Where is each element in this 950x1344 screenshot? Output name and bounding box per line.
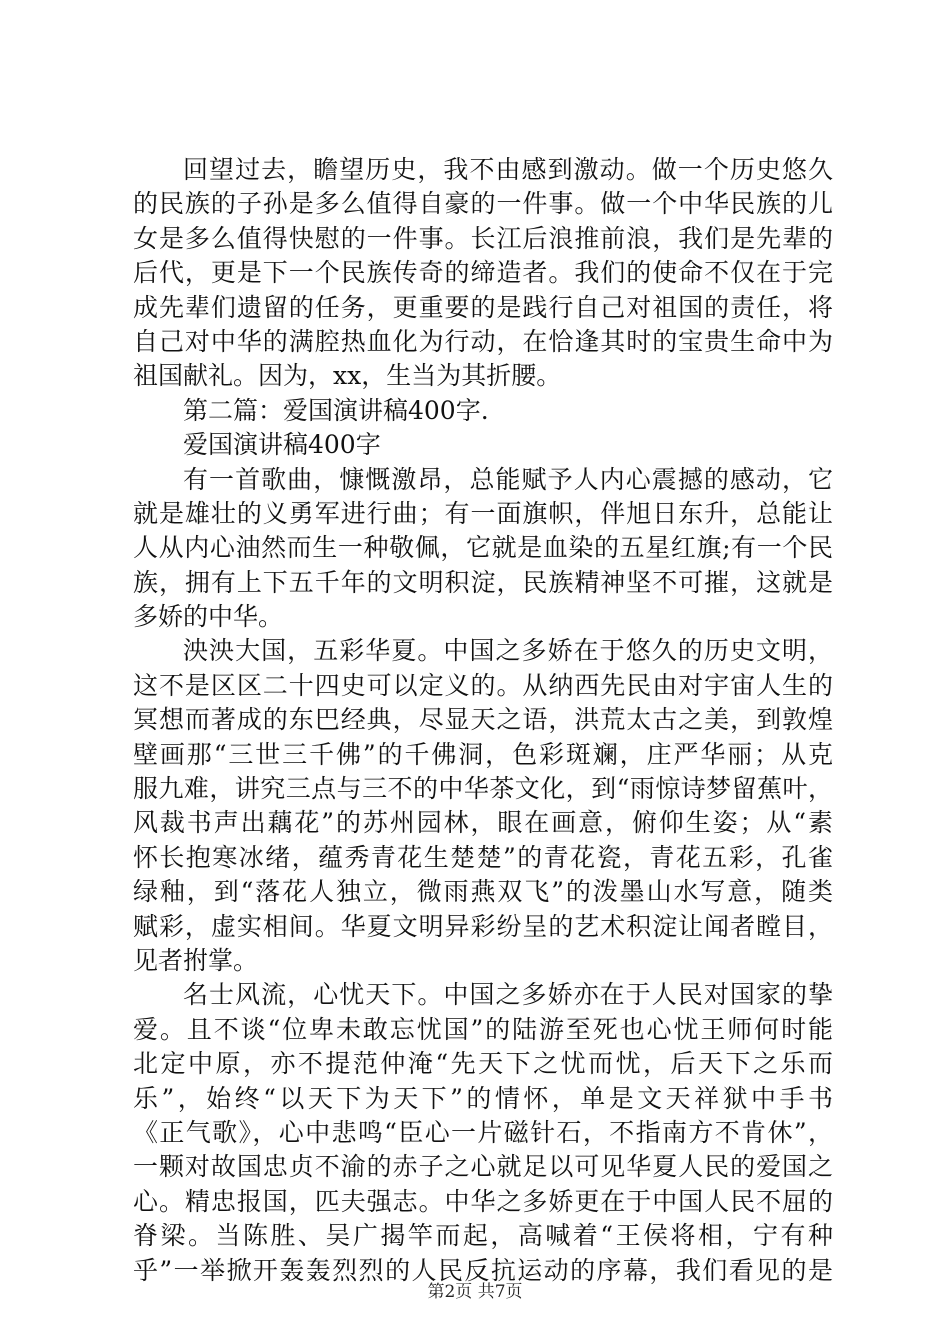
text-line: 祖国献礼。因为，xx，生当为其折腰。 <box>133 361 562 391</box>
text-line: 《正气歌》，心中悲鸣“臣心一片磁针石，不指南方不肯休”， <box>133 1117 833 1147</box>
text-line: 族，拥有上下五千年的文明积淀，民族精神坚不可摧，这就是 <box>133 567 833 597</box>
text-line: 乎”一举掀开轰轰烈烈的人民反抗运动的序幕，我们看见的是 <box>133 1255 833 1285</box>
text-line: 有一首歌曲，慷慨激昂，总能赋予人内心震撼的感动，它 <box>183 464 833 494</box>
text-line: 壁画那“三世三千佛”的千佛洞，色彩斑斓，庄严华丽；从克 <box>133 739 833 769</box>
text-line: 冥想而著成的东巴经典，尽显天之语，洪荒太古之美，到敦煌 <box>133 705 833 735</box>
text-line: 爱。且不谈“位卑未敢忘忧国”的陆游至死也心忧王师何时能 <box>133 1014 833 1044</box>
text-line: 爱国演讲稿400字 <box>183 430 381 460</box>
text-line: 绿釉，到“落花人独立，微雨燕双飞”的泼墨山水写意，随类 <box>133 877 833 907</box>
text-line: 怀长抱寒冰绪，蕴秀青花生楚楚”的青花瓷，青花五彩，孔雀 <box>133 842 833 872</box>
text-line: 心。精忠报国，匹夫强志。中华之多娇更在于中国人民不屈的 <box>133 1186 833 1216</box>
text-line: 一颗对故国忠贞不渝的赤子之心就足以可见华夏人民的爱国之 <box>133 1152 833 1182</box>
text-line: 第二篇：爱国演讲稿400字. <box>183 395 489 425</box>
text-line: 的民族的子孙是多么值得自豪的一件事。做一个中华民族的儿 <box>133 189 833 219</box>
text-line: 这不是区区二十四史可以定义的。从纳西先民由对宇宙人生的 <box>133 670 833 700</box>
page-footer: 第2页 共7页 <box>427 1282 523 1302</box>
text-line: 多娇的中华。 <box>133 602 284 632</box>
text-line: 人从内心油然而生一种敬佩，它就是血染的五星红旗;有一个民 <box>133 533 833 563</box>
text-line: 后代，更是下一个民族传奇的缔造者。我们的使命不仅在于完 <box>133 258 833 288</box>
text-line: 就是雄壮的义勇军进行曲；有一面旗帜，伴旭日东升，总能让 <box>133 498 833 528</box>
text-line: 成先辈们遗留的任务，更重要的是践行自己对祖国的责任，将 <box>133 292 833 322</box>
text-line: 赋彩，虚实相间。华夏文明异彩纷呈的艺术积淀让闻者瞠目， <box>133 911 833 941</box>
text-line: 乐”，始终“以天下为天下”的情怀，单是文天祥狱中手书 <box>133 1083 833 1113</box>
text-line: 自己对中华的满腔热血化为行动，在恰逢其时的宝贵生命中为 <box>133 326 833 356</box>
text-line: 泱泱大国，五彩华夏。中国之多娇在于悠久的历史文明， <box>183 636 833 666</box>
text-line: 见者拊掌。 <box>133 945 259 975</box>
text-line: 北定中原，亦不提范仲淹“先天下之忧而忧，后天下之乐而 <box>133 1049 833 1079</box>
document-body <box>133 153 833 1288</box>
text-line: 女是多么值得快慰的一件事。长江后浪推前浪，我们是先辈的 <box>133 223 833 253</box>
text-line: 名士风流，心忧天下。中国之多娇亦在于人民对国家的挚 <box>183 980 833 1010</box>
text-line: 回望过去，瞻望历史，我不由感到激动。做一个历史悠久 <box>183 155 833 184</box>
text-line: 风裁书声出藕花”的苏州园林，眼在画意，俯仰生姿；从“素 <box>133 808 833 838</box>
text-line: 服九难，讲究三点与三不的中华茶文化，到“雨惊诗梦留蕉叶， <box>133 774 833 804</box>
text-line: 脊梁。当陈胜、吴广揭竿而起，高喊着“王侯将相，宁有种 <box>133 1221 833 1251</box>
